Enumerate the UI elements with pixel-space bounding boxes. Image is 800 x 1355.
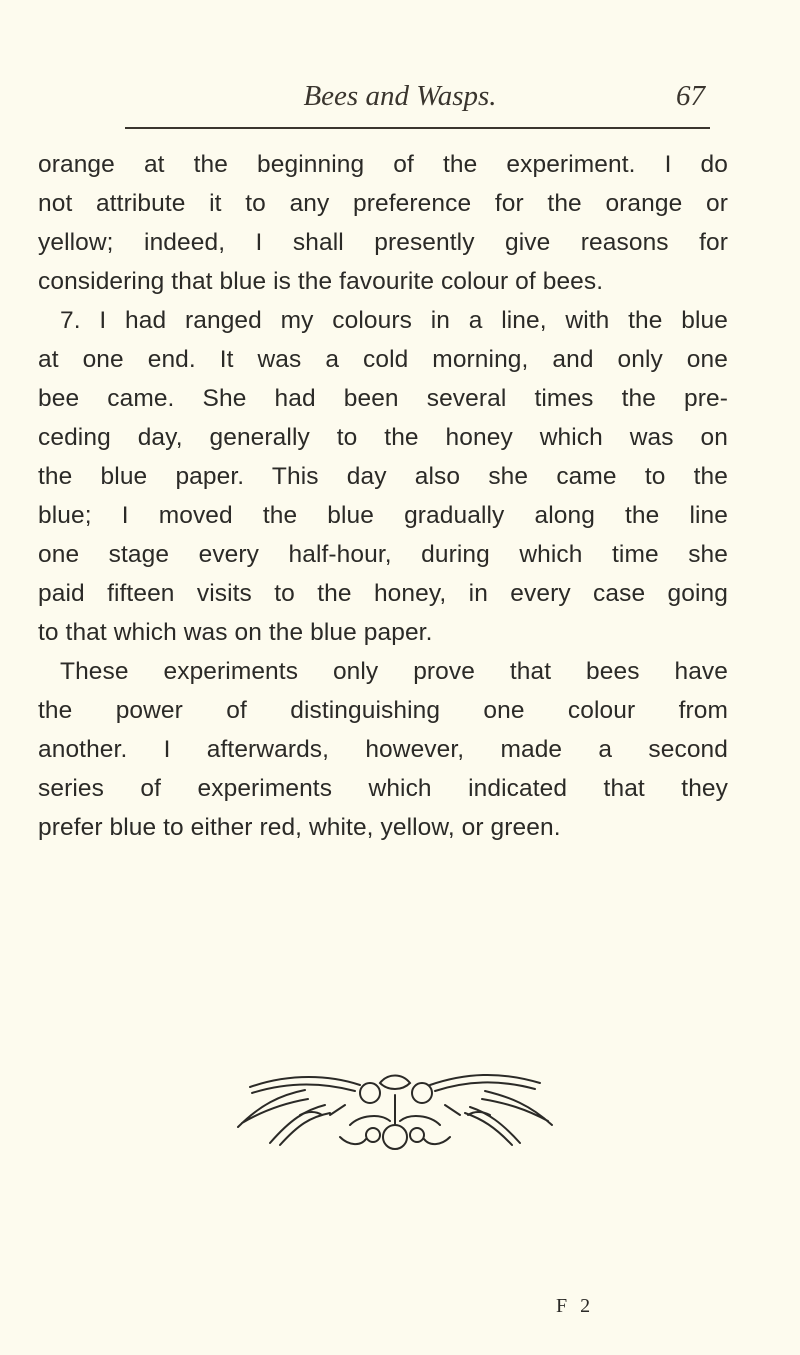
text-line: yellow; indeed, I shall presently give reasons for bbox=[38, 229, 728, 256]
text-line: the blue paper. This day also she came to the bbox=[38, 463, 728, 490]
text-line: bee came. She had been several times the pre- bbox=[38, 385, 728, 412]
text-line: series of experiments which indicated that they bbox=[38, 775, 728, 802]
text-line: These experiments only prove that bees have bbox=[60, 658, 728, 685]
signature-mark: F 2 bbox=[556, 1295, 595, 1317]
text-line: paid fifteen visits to the honey, in every case going bbox=[38, 580, 728, 607]
text-line: another. I afterwards, however, made a second bbox=[38, 736, 728, 763]
text-line: not attribute it to any preference for the orange or bbox=[38, 190, 728, 217]
page-number: 67 bbox=[676, 80, 705, 112]
text-line: orange at the beginning of the experiment. I do bbox=[38, 151, 728, 178]
running-head bbox=[0, 80, 800, 120]
text-line: one stage every half-hour, during which time she bbox=[38, 541, 728, 568]
text-line: prefer blue to either red, white, yellow, or green. bbox=[38, 814, 561, 841]
tailpiece-ornament bbox=[230, 1065, 560, 1155]
text-line: 7. I had ranged my colours in a line, with the blue bbox=[60, 307, 728, 334]
text-line: ceding day, generally to the honey which was on bbox=[38, 424, 728, 451]
text-line: to that which was on the blue paper. bbox=[38, 619, 433, 646]
text-line: considering that blue is the favourite colour of bees. bbox=[38, 268, 604, 295]
text-line: at one end. It was a cold morning, and only one bbox=[38, 346, 728, 373]
running-title: Bees and Wasps. bbox=[303, 80, 497, 112]
body-text bbox=[38, 145, 728, 847]
text-line: the power of distinguishing one colour from bbox=[38, 697, 728, 724]
text-line: blue; I moved the blue gradually along the line bbox=[38, 502, 728, 529]
header-rule bbox=[125, 127, 710, 129]
